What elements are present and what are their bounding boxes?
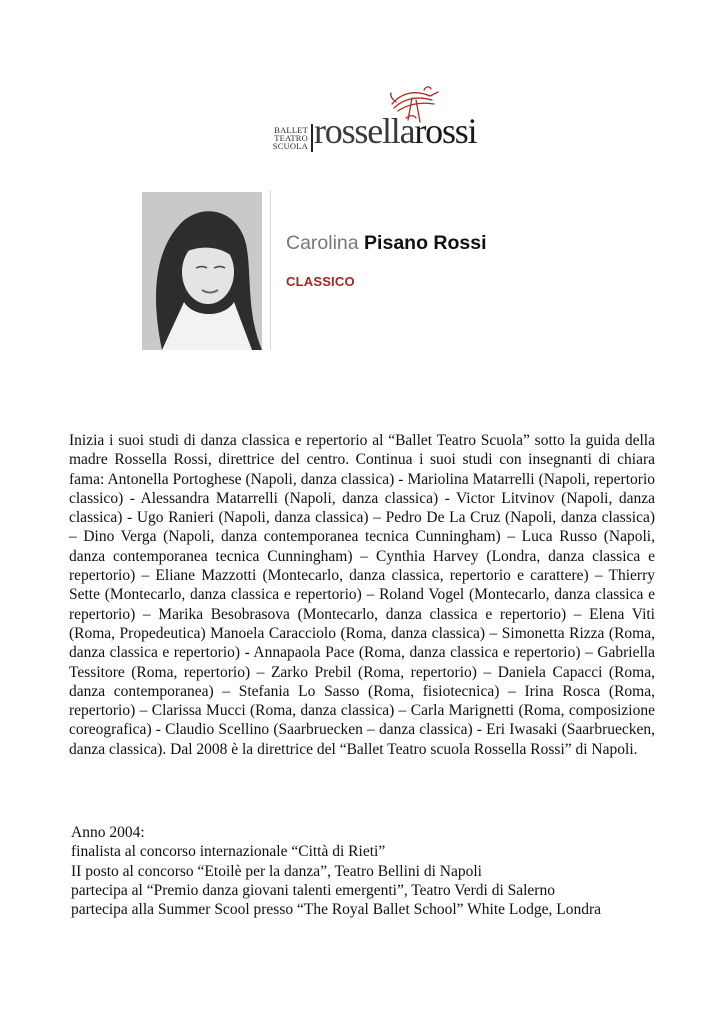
photo-divider — [270, 190, 271, 350]
profile-photo — [142, 192, 262, 350]
logo-wordmark: rossellarossi — [314, 111, 477, 151]
profile-role: CLASSICO — [286, 274, 355, 289]
logo-divider — [311, 124, 313, 152]
awards-section — [71, 823, 671, 919]
biography-paragraph: Inizia i suoi studi di danza classica e repertorio al “Ballet Teatro Scuola” sotto la guida della madre Rossella Rossi, direttrice del centro. Continua i suoi studi con insegnanti di chiara fama: Antonella Portoghese (Napoli, danza classica) - Mariolina Matarrelli (Napoli, repertorio classico) - Alessandra Matarrelli (Napoli, danza classica) - Victor Litvinov (Napoli, danza classica) - Ugo Ranieri (Napoli, danza classica) – Pedro De La Cruz (Napoli, danza classica) – Dino Verga (Napoli, danza contemporanea tecnica Cunningham) – Luca Russo (Napoli, danza contemporanea tecnica Cunningham) – Cynthia Harvey (Londra, danza classica e repertorio) – Eliane Mazzotti (Montecarlo, danza classica, repertorio e carattere) – Thierry Sette (Montecarlo, danza classica e repertorio) – Roland Vogel (Montecarlo, danza classica e repertorio) – Marika Besobrasova (Montecarlo, danza classica e repertorio) – Elena Viti (Roma, Propedeutica) Manoela Caracciolo (Roma, danza classica) – Simonetta Rizza (Roma, danza classica e repertorio) - Annapaola Pace (Roma, danza classica e repertorio) – Gabriella Tessitore (Roma, repertorio) – Zarko Prebil (Roma, repertorio) – Daniela Capacci (Roma, danza contemporanea) – Stefania Lo Sasso (Roma, fisiotecnica) – Irina Rosca (Roma, repertorio) – Clarissa Mucci (Roma, danza classica) – Carla Marignetti (Roma, composizione coreografica) - Claudio Scellino (Saarbruecken – danza classica) - Eri Iwasaki (Saarbruecken, danza classica). Dal 2008 è la direttrice del “Ballet Teatro scuola Rossella Rossi” di Napoli. — [69, 432, 655, 758]
award-item: II posto al concorso “Etoilè per la danza”, Teatro Bellini di Napoli — [71, 862, 482, 880]
school-logo — [262, 84, 492, 156]
award-item: finalista al concorso internazionale “Città di Rieti” — [71, 843, 386, 861]
logo-subtitle: BALLET TEATRO SCUOLA — [272, 125, 308, 151]
last-name: Pisano Rossi — [364, 232, 487, 254]
first-name: Carolina — [286, 232, 359, 254]
profile-name — [286, 232, 487, 255]
award-item: partecipa alla Summer Scool presso “The Royal Ballet School” White Lodge, Londra — [71, 901, 602, 919]
awards-year-heading: Anno 2004: — [71, 824, 145, 841]
award-item: partecipa al “Premio danza giovani talenti emergenti”, Teatro Verdi di Salerno — [71, 881, 555, 899]
portrait-illustration — [142, 192, 262, 350]
